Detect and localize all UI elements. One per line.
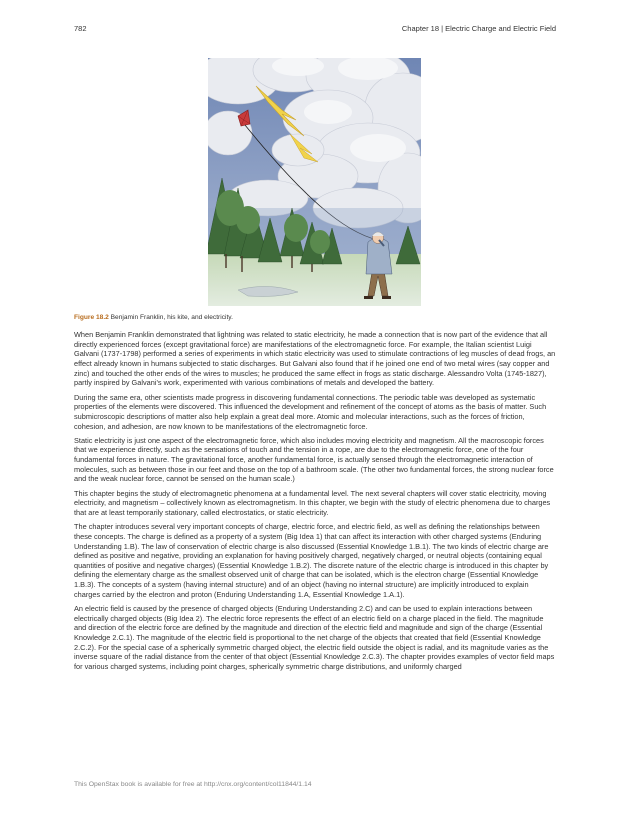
figure-label: Figure 18.2: [74, 314, 109, 321]
figure-illustration: [208, 58, 421, 306]
page-number: 782: [74, 24, 87, 33]
paragraph: The chapter introduces several very important concepts of charge, electric force, and electric field, as well as defining the relationships between these concepts. The charge is defined as a property of a system (Big Idea 1) that can affect its interaction with other charged systems (Enduring Understanding 1.B). The law of conservation of electric charge is also discussed (Essential Knowledge 1.B.1). The two kinds of electric charge are defined as positive and negative, providing an explanation for having positively charged, negatively charged, or neutral objects (containing equal quantities of positive and negative charges) (Essential Knowledge 1.B.2). The discrete nature of the electric charge is introduced in this chapter by defining the elementary charge as the smallest observed unit of charge that can be isolated, which is the electron charge (Essential Knowledge 1.B.3). The concepts of a system (having internal structure) and of an object (having no internal structure) are implicitly introduced to explain charges carried by the electron and proton (Enduring Understanding 1.A, Essential Knowledge 1.A.1).: [74, 522, 549, 599]
body-text: [74, 330, 556, 676]
paragraph: When Benjamin Franklin demonstrated that lightning was related to static electricity, he made a connection that is now part of the evidence that all directly experienced forces (except gravitational force) are manifestations of the electromagnetic force. For example, the Italian scientist Luigi Galvani (1737-1798) performed a series of experiments in which static electricity was used to stimulate contractions of leg muscles of dead frogs, an effect already known in humans subjected to static discharges. But Galvani also found that if he joined one end of two metal wires (say copper and zinc) and touched the other ends of the wires to muscles; he produced the same effect in frogs as static discharge. Alessandro Volta (1745-1827), partly inspired by Galvani's work, experimented with various combinations of metals and developed the battery.: [74, 330, 556, 388]
paragraph: During the same era, other scientists made progress in discovering fundamental connections. The periodic table was developed as systematic properties of the elements were discovered. This influenced the development and refinement of the concept of atoms as the basis of matter. Such submicroscopic descriptions of matter also help explain a great deal more. Atomic and molecular interactions, such as the forces of friction, cohesion, and adhesion, are now known to be manifestations of the electromagnetic force.: [74, 392, 547, 431]
paragraph: Static electricity is just one aspect of the electromagnetic force, which also includes moving electricity and magnetism. All the macroscopic forces that we experience directly, such as the sensations of touch and the tension in a rope, are due to the electromagnetic force, one of the four fundamental forces in nature. The gravitational force, another fundamental force, is actually sensed through the electromagnetic interaction of molecules, such as between those in our feet and those on the top of a bathroom scale. (The other two fundamental forces, the strong nuclear force and the weak nuclear force, cannot be sensed on the human scale.): [74, 435, 554, 484]
footer-note: This OpenStax book is available for free at http://cnx.org/content/col11844/1.14: [74, 781, 312, 788]
paragraph: This chapter begins the study of electromagnetic phenomena at a fundamental level. The next several chapters will cover static electricity, moving electricity, and magnetism – collectively known as electromagnetism. In this chapter, we begin with the study of electric phenomena due to charges that are at least temporarily stationary, called electrostatics, or static electricity.: [74, 488, 551, 517]
figure-caption-text: Benjamin Franklin, his kite, and electricity.: [108, 314, 233, 321]
paragraph: An electric field is caused by the presence of charged objects (Enduring Understanding 2.C) and can be used to explain interactions between electrically charged objects (Big Idea 2). The electric force represents the effect of an electric field on a charge placed in the field. The magnitude and direction of the electric force are defined by the magnitude and direction of the electric field and magnitude and sign of the charge (Essential Knowledge 2.C.1). The magnitude of the electric field is proportional to the net charge of the objects that created that field (Essential Knowledge 2.C.2). For the special case of a spherically symmetric charged object, the electric field outside the object is radial, and its magnitude varies as the inverse square of the radial distance from the center of that object (Essential Knowledge 2.C.3). The chapter provides examples of vector field maps for various charged systems, including point charges, spherically symmetric charge distributions, and uniformly charged: [74, 604, 555, 671]
figure-caption: [74, 314, 233, 321]
franklin-kite-illustration: [208, 58, 421, 306]
chapter-title: Chapter 18 | Electric Charge and Electric Field: [401, 24, 556, 33]
